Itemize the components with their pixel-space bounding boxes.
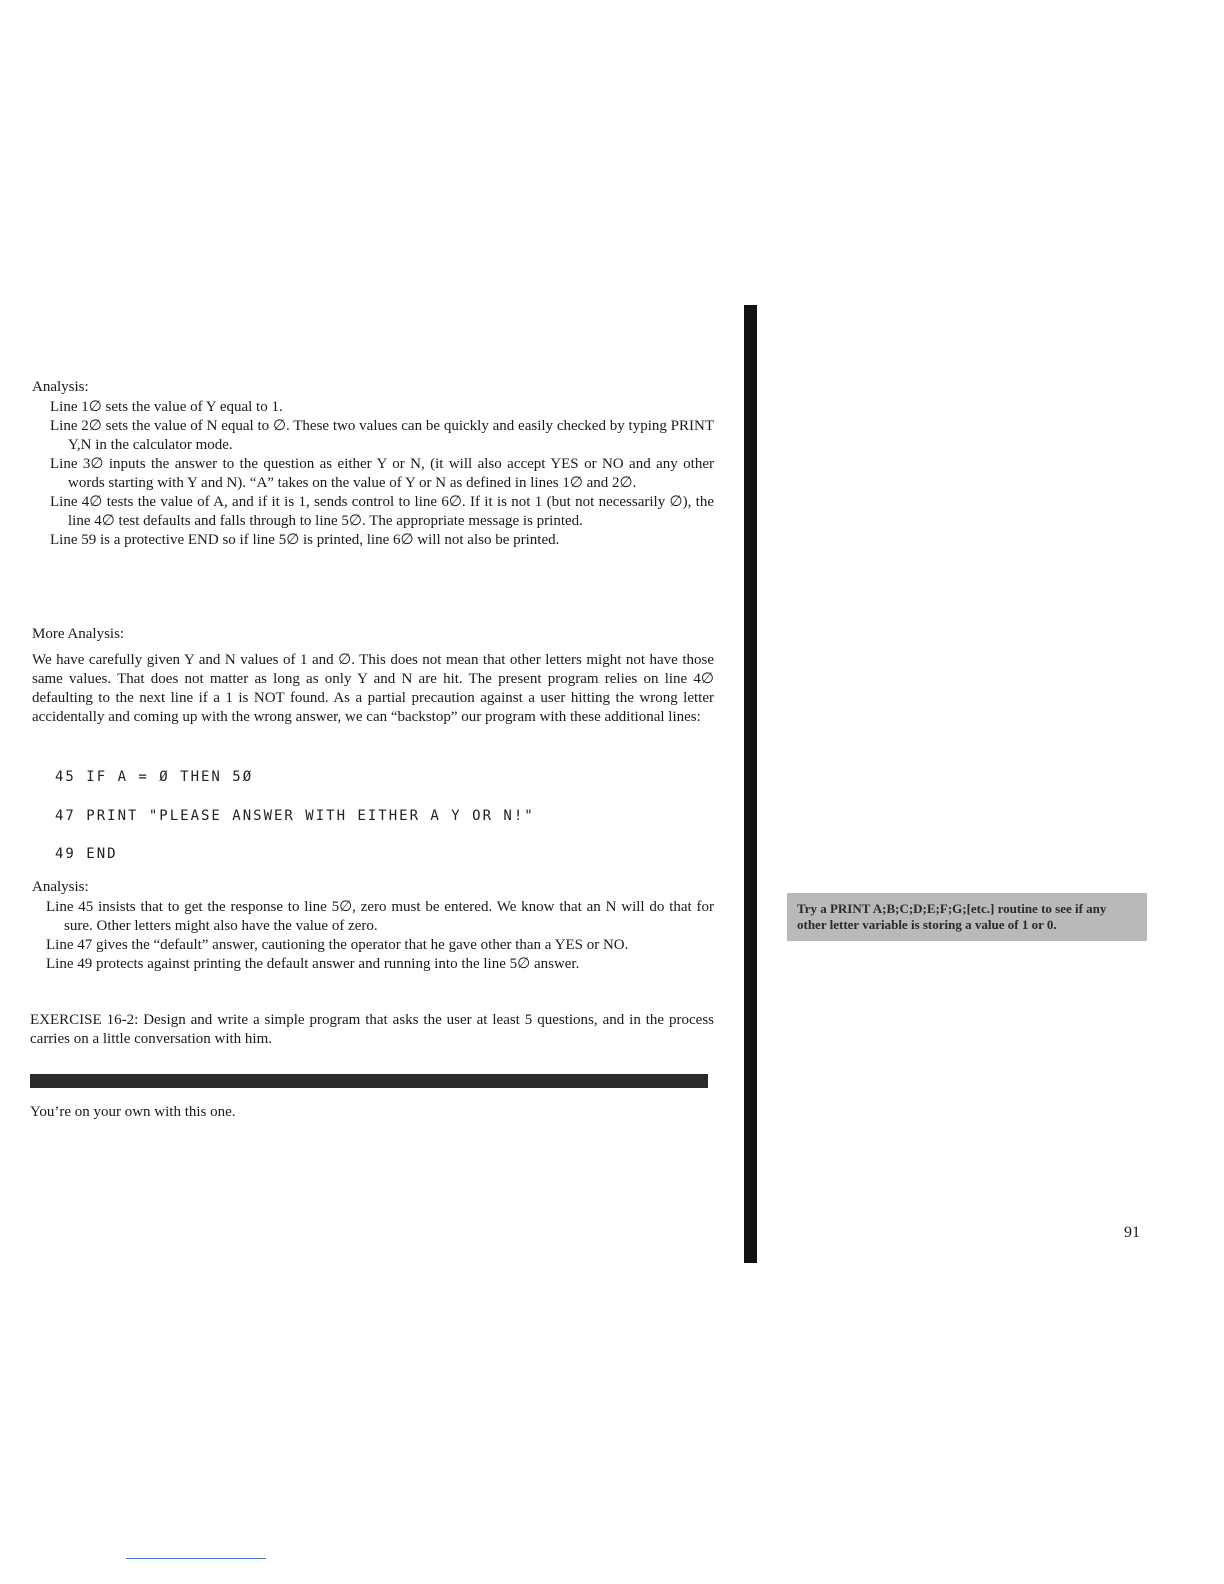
- more-analysis-paragraph: We have carefully given Y and N values of 1 and ∅. This does not mean that other letters might not have those same values. That does not matter as long as only Y and N are hit. The present program relies on line 4∅ defaulting to the next line if a 1 is NOT found. As a partial precaution against a user hitting the wrong letter accidentally and coming up with the wrong answer, we can “backstop” our program with these additional lines:: [32, 652, 714, 725]
- exercise-answer: You’re on your own with this one.: [30, 1104, 236, 1120]
- analysis-line: Line 1∅ sets the value of Y equal to 1.: [50, 399, 283, 415]
- analysis-line: Line 59 is a protective END so if line 5∅ is printed, line 6∅ will not also be printed.: [50, 532, 560, 548]
- analysis-line: Line 2∅ sets the value of N equal to ∅. These two values can be quickly and easily checked by typing PRINT Y,N in the calculator mode.: [50, 418, 714, 453]
- code-line: 45 IF A = Ø THEN 5Ø: [55, 769, 254, 785]
- margin-rule: [744, 305, 757, 1263]
- analysis-line: Line 4∅ tests the value of A, and if it is 1, sends control to line 6∅. If it is not 1 (but not necessarily ∅), the line 4∅ test defaults and falls through to line 5∅. The appropriate message is printed.: [50, 494, 714, 529]
- code-line: 49 END: [55, 846, 118, 862]
- analysis-heading-2: Analysis:: [32, 879, 89, 895]
- margin-note: Try a PRINT A;B;C;D;E;F;G;[etc.] routine to see if any other letter variable is storing a value of 1 or 0.: [787, 893, 1147, 941]
- analysis-line: Line 45 insists that to get the response to line 5∅, zero must be entered. We know that an N will do that for sure. Other letters might also have the value of zero.: [46, 899, 714, 934]
- answer-divider-bar: [30, 1074, 708, 1088]
- footnote-rule: [126, 1558, 266, 1559]
- analysis-lines: [50, 398, 714, 550]
- analysis-line: Line 49 protects against printing the default answer and running into the line 5∅ answer.: [46, 956, 580, 972]
- more-analysis-heading: More Analysis:: [32, 626, 125, 642]
- analysis-heading: Analysis:: [32, 379, 89, 395]
- page-number: 91: [1124, 1224, 1140, 1241]
- analysis-lines-2: [46, 898, 714, 974]
- analysis-line: Line 3∅ inputs the answer to the question as either Y or N, (it will also accept YES or NO and any other words starting with Y and N). “A” takes on the value of Y or N as defined in lines 1∅ and 2∅.: [50, 456, 714, 491]
- code-line: 47 PRINT "PLEASE ANSWER WITH EITHER A Y OR N!": [55, 808, 535, 824]
- analysis-line: Line 47 gives the “default” answer, cautioning the operator that he gave other than a YES or NO.: [46, 937, 629, 953]
- exercise-text: EXERCISE 16-2: Design and write a simple program that asks the user at least 5 questions, and in the process carries on a little conversation with him.: [30, 1012, 714, 1047]
